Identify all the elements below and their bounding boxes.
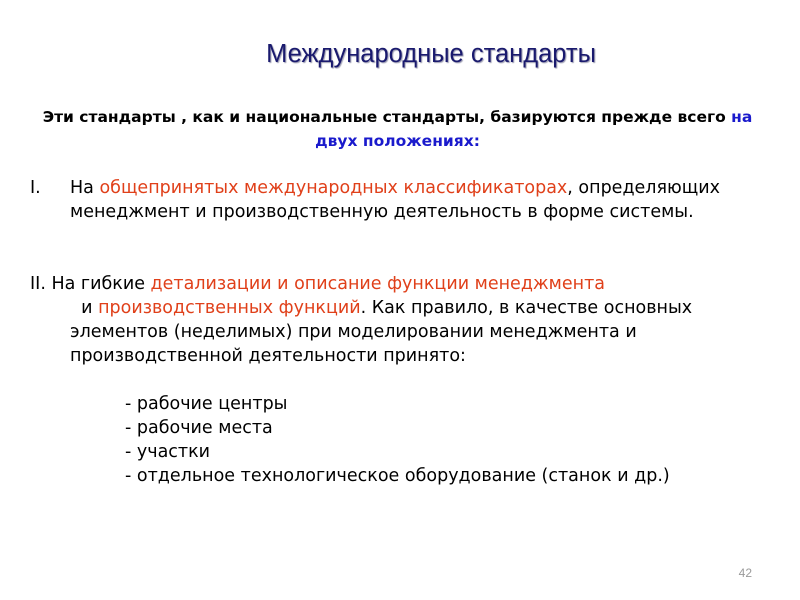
list-marker-1: I. bbox=[30, 178, 41, 198]
item2-suffix: . Как правило, в качестве основных элементов (неделимых) при моделировании менеджмента и производственной деятельности принято: bbox=[70, 298, 693, 366]
page-number: 42 bbox=[738, 566, 752, 580]
bullet-item: - рабочие центры bbox=[125, 394, 288, 414]
list-marker-2: II. bbox=[30, 274, 46, 294]
item1-prefix: На bbox=[70, 178, 100, 198]
list-item-2 bbox=[30, 272, 770, 368]
list-item-1-text bbox=[70, 176, 770, 224]
item1-suffix: , определяющих менеджмент и производственную деятельность в форме системы. bbox=[70, 178, 720, 222]
item2-middle: и bbox=[70, 298, 99, 318]
slide-title: Международные стандарты bbox=[266, 40, 596, 68]
bullet-item: - отдельное технологическое оборудование (станок и др.) bbox=[125, 466, 670, 486]
bullet-item: - рабочие места bbox=[125, 418, 273, 438]
list-item-1 bbox=[30, 176, 770, 224]
item1-highlight: общепринятых международных классификаторах bbox=[99, 178, 568, 198]
intro-highlight: на двух положениях: bbox=[315, 108, 753, 150]
intro-text: Эти стандарты , как и национальные стандарты, базируются прежде всего bbox=[42, 108, 732, 126]
item2-prefix: На гибкие bbox=[45, 274, 151, 294]
item2-highlight-2: производственных функций bbox=[98, 298, 361, 318]
intro-paragraph bbox=[40, 105, 755, 153]
item2-highlight-1: детализации и описание функции менеджмента bbox=[150, 274, 606, 294]
list-item-2-text bbox=[30, 272, 770, 368]
bullet-item: - участки bbox=[125, 442, 211, 462]
bullet-list bbox=[125, 392, 670, 488]
